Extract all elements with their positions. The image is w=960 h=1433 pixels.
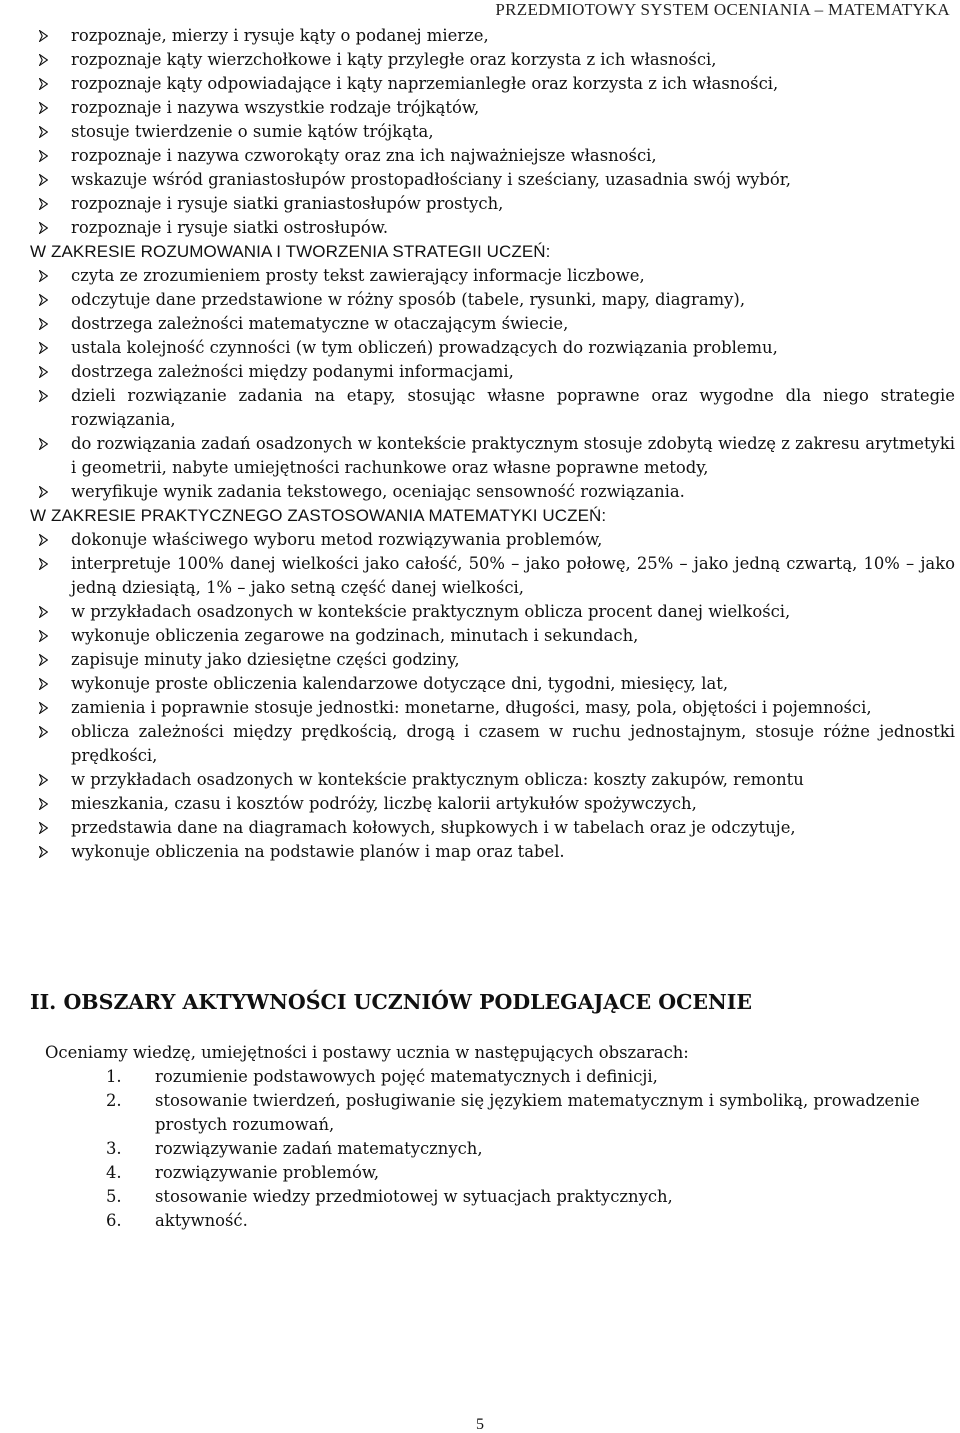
arrow-bullet-icon (39, 798, 48, 810)
list-item-text: rozpoznaje i rysuje siatki ostrosłupów. (71, 218, 389, 237)
arrow-bullet-icon (39, 390, 48, 402)
arrow-bullet-icon (39, 846, 48, 858)
arrow-bullet-icon (39, 366, 48, 378)
arrow-bullet-icon (39, 222, 48, 234)
list-item-text: wykonuje obliczenia na podstawie planów i map oraz tabel. (71, 842, 565, 861)
item-text: rozwiązywanie zadań matematycznych, (155, 1139, 483, 1158)
list-item-text: rozpoznaje kąty odpowiadające i kąty naprzemianległe oraz korzysta z ich własności, (71, 74, 779, 93)
geometry-skills-list (30, 24, 955, 240)
list-item-text: do rozwiązania zadań osadzonych w kontekście praktycznym stosuje zdobytą wiedzę z zakresu arytmetyki i geometrii, nabyte umiejętności rachunkowe oraz własne poprawne metody, (71, 434, 955, 477)
arrow-bullet-icon (39, 678, 48, 690)
list-item-text: przedstawia dane na diagramach kołowych, słupkowych i w tabelach oraz je odczytuje, (71, 818, 796, 837)
list-item-text: mieszkania, czasu i kosztów podróży, liczbę kalorii artykułów spożywczych, (71, 794, 697, 813)
list-item (30, 840, 955, 864)
arrow-bullet-icon (39, 270, 48, 282)
list-item-text: rozpoznaje kąty wierzchołkowe i kąty przyległe oraz korzysta z ich własności, (71, 50, 717, 69)
list-item-text: weryfikuje wynik zadania tekstowego, oceniając sensowność rozwiązania. (71, 482, 685, 501)
arrow-bullet-icon (39, 558, 48, 570)
list-item-text: rozpoznaje i rysuje siatki graniastosłupów prostych, (71, 194, 504, 213)
arrow-bullet-icon (39, 654, 48, 666)
list-item (30, 696, 955, 720)
list-item (30, 168, 955, 192)
list-item (30, 768, 955, 792)
section-heading-practical: W ZAKRESIE PRAKTYCZNEGO ZASTOSOWANIA MATEMATYKI UCZEŃ: (30, 506, 607, 525)
arrow-bullet-icon (39, 774, 48, 786)
list-item (30, 384, 955, 432)
list-item (30, 312, 955, 336)
list-item (30, 120, 955, 144)
list-item-text: w przykładach osadzonych w kontekście praktycznym oblicza: koszty zakupów, remontu (71, 770, 804, 789)
arrow-bullet-icon (39, 606, 48, 618)
arrow-bullet-icon (39, 294, 48, 306)
list-item-text: interpretuje 100% danej wielkości jako całość, 50% – jako połowę, 25% – jako jedną czwartą, 10% – jako jedną dziesiątą, 1% – jako setną część danej wielkości, (71, 554, 955, 597)
list-item-text: ustala kolejność czynności (w tym obliczeń) prowadzących do rozwiązania problemu, (71, 338, 778, 357)
assessment-area-item (100, 1185, 945, 1209)
list-item (30, 360, 955, 384)
list-item (30, 72, 955, 96)
list-item-text: dostrzega zależności między podanymi informacjami, (71, 362, 514, 381)
arrow-bullet-icon (39, 126, 48, 138)
assessment-area-item (100, 1065, 945, 1089)
arrow-bullet-icon (39, 150, 48, 162)
item-number: 3. (106, 1139, 122, 1158)
list-item (30, 288, 955, 312)
assessment-areas-list (100, 1065, 945, 1233)
list-item-text: dzieli rozwiązanie zadania na etapy, stosując własne poprawne oraz wygodne dla niego strategie rozwiązania, (71, 386, 955, 429)
list-item-text: czyta ze zrozumieniem prosty tekst zawierający informacje liczbowe, (71, 266, 645, 285)
intro-paragraph: Oceniamy wiedzę, umiejętności i postawy ucznia w następujących obszarach: (45, 1043, 689, 1062)
list-item (30, 96, 955, 120)
list-item (30, 816, 955, 840)
item-text: rozumienie podstawowych pojęć matematycznych i definicji, (155, 1067, 658, 1086)
item-number: 4. (106, 1163, 122, 1182)
assessment-area-item (100, 1137, 945, 1161)
list-item-text: w przykładach osadzonych w kontekście praktycznym oblicza procent danej wielkości, (71, 602, 791, 621)
list-item-text: dokonuje właściwego wyboru metod rozwiązywania problemów, (71, 530, 603, 549)
list-item (30, 264, 955, 288)
list-item (30, 792, 955, 816)
reasoning-skills-list (30, 264, 955, 504)
page-header: PRZEDMIOTOWY SYSTEM OCENIANIA – MATEMATYKA (495, 0, 950, 19)
list-item-text: wykonuje obliczenia zegarowe na godzinach, minutach i sekundach, (71, 626, 639, 645)
section-heading-reasoning: W ZAKRESIE ROZUMOWANIA I TWORZENIA STRATEGII UCZEŃ: (30, 242, 551, 261)
chapter-heading: II. OBSZARY AKTYWNOŚCI UCZNIÓW PODLEGAJĄCE OCENIE (30, 990, 753, 1014)
list-item (30, 648, 955, 672)
item-number: 6. (106, 1211, 122, 1230)
arrow-bullet-icon (39, 534, 48, 546)
practical-skills-list (30, 528, 955, 864)
item-text: rozwiązywanie problemów, (155, 1163, 380, 1182)
arrow-bullet-icon (39, 726, 48, 738)
item-number: 5. (106, 1187, 122, 1206)
arrow-bullet-icon (39, 630, 48, 642)
item-text: stosowanie wiedzy przedmiotowej w sytuacjach praktycznych, (155, 1187, 673, 1206)
arrow-bullet-icon (39, 486, 48, 498)
list-item-text: wskazuje wśród graniastosłupów prostopadłościany i sześciany, uzasadnia swój wybór, (71, 170, 792, 189)
item-number: 1. (106, 1067, 122, 1086)
arrow-bullet-icon (39, 822, 48, 834)
list-item-text: rozpoznaje i nazywa wszystkie rodzaje trójkątów, (71, 98, 480, 117)
list-item-text: zamienia i poprawnie stosuje jednostki: monetarne, długości, masy, pola, objętości i pojemności, (71, 698, 872, 717)
item-text: aktywność. (155, 1211, 248, 1230)
page-number: 5 (476, 1416, 484, 1433)
list-item-text: dostrzega zależności matematyczne w otaczającym świecie, (71, 314, 569, 333)
arrow-bullet-icon (39, 198, 48, 210)
list-item (30, 192, 955, 216)
list-item (30, 48, 955, 72)
assessment-area-item (100, 1209, 945, 1233)
arrow-bullet-icon (39, 54, 48, 66)
arrow-bullet-icon (39, 30, 48, 42)
arrow-bullet-icon (39, 438, 48, 450)
list-item-text: odczytuje dane przedstawione w różny sposób (tabele, rysunki, mapy, diagramy), (71, 290, 746, 309)
list-item (30, 672, 955, 696)
list-item (30, 216, 955, 240)
list-item-text: oblicza zależności między prędkością, drogą i czasem w ruchu jednostajnym, stosuje różne jednostki prędkości, (71, 722, 955, 765)
list-item (30, 720, 955, 768)
list-item (30, 552, 955, 600)
list-item (30, 600, 955, 624)
list-item (30, 432, 955, 480)
list-item (30, 528, 955, 552)
list-item (30, 144, 955, 168)
list-item-text: rozpoznaje i nazywa czworokąty oraz zna ich najważniejsze własności, (71, 146, 657, 165)
arrow-bullet-icon (39, 342, 48, 354)
list-item (30, 24, 955, 48)
item-number: 2. (106, 1091, 122, 1110)
arrow-bullet-icon (39, 78, 48, 90)
list-item-text: stosuje twierdzenie o sumie kątów trójkąta, (71, 122, 434, 141)
arrow-bullet-icon (39, 102, 48, 114)
item-text: stosowanie twierdzeń, posługiwanie się językiem matematycznym i symboliką, prowadzenie prostych rozumowań, (155, 1091, 920, 1134)
arrow-bullet-icon (39, 174, 48, 186)
assessment-area-item (100, 1161, 945, 1185)
document-body (30, 24, 955, 864)
arrow-bullet-icon (39, 318, 48, 330)
list-item-text: rozpoznaje, mierzy i rysuje kąty o podanej mierze, (71, 26, 489, 45)
list-item (30, 336, 955, 360)
list-item-text: zapisuje minuty jako dziesiętne części godziny, (71, 650, 460, 669)
list-item (30, 480, 955, 504)
assessment-area-item (100, 1089, 945, 1137)
list-item (30, 624, 955, 648)
arrow-bullet-icon (39, 702, 48, 714)
list-item-text: wykonuje proste obliczenia kalendarzowe dotyczące dni, tygodni, miesięcy, lat, (71, 674, 729, 693)
